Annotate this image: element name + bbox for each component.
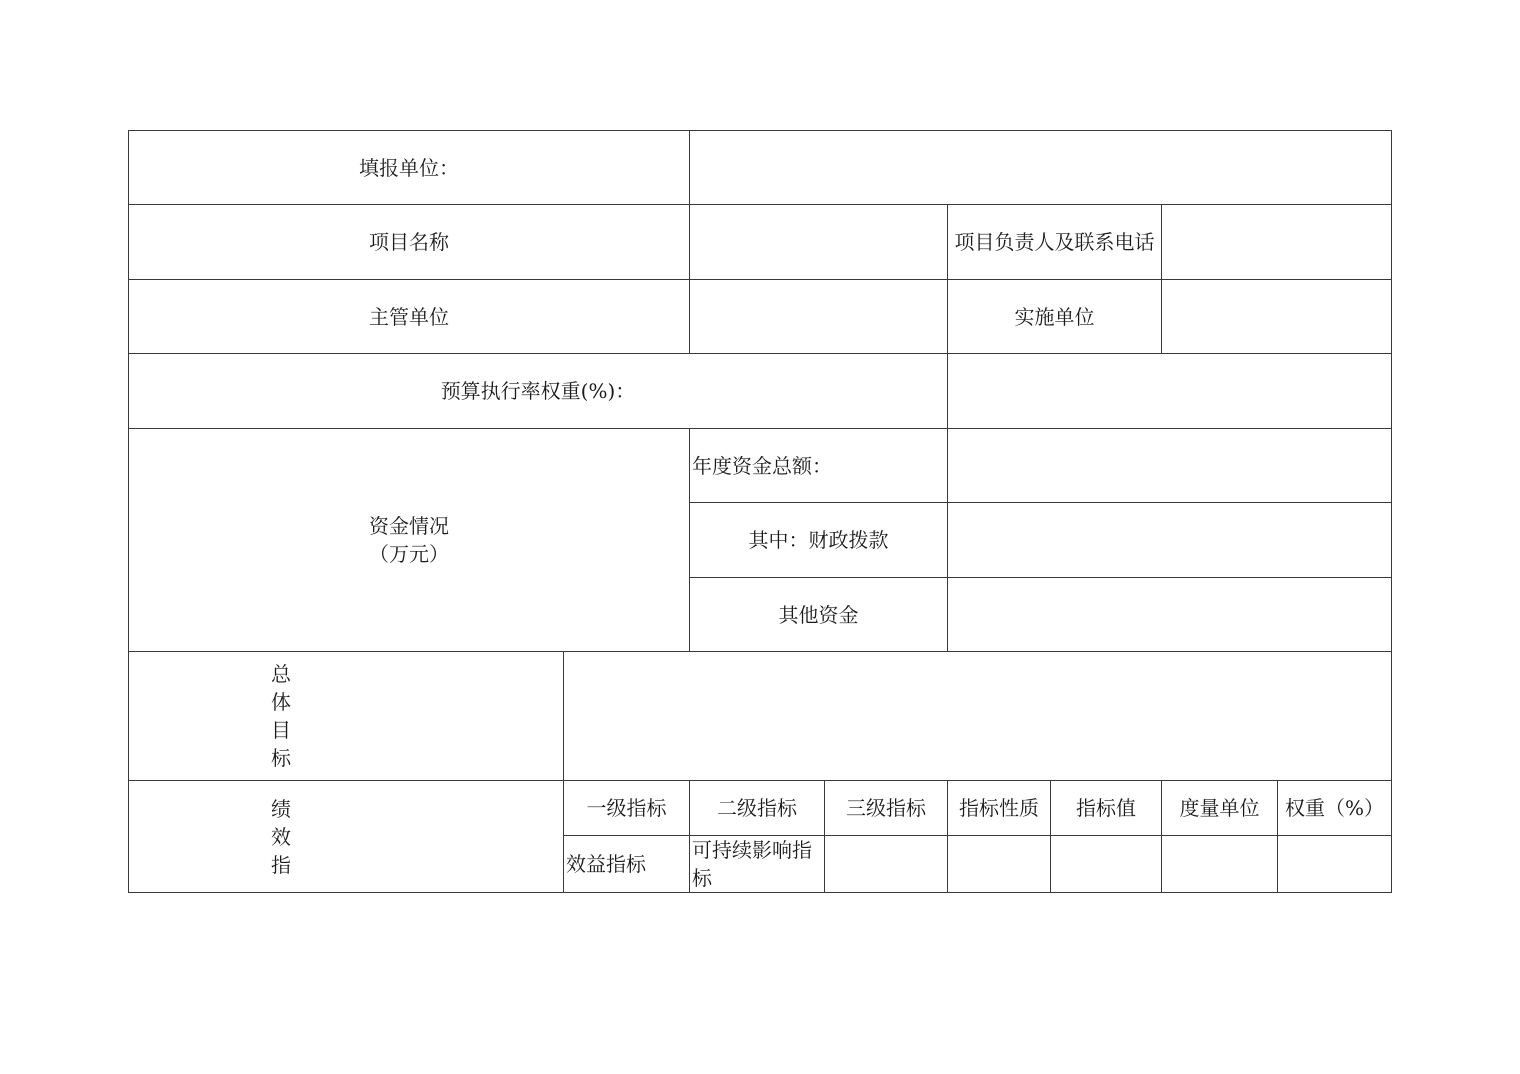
header-weight: 权重（%） <box>1278 781 1392 836</box>
cell-value[interactable] <box>1051 836 1162 893</box>
row-project-name <box>129 205 1392 280</box>
header-nature: 指标性质 <box>948 781 1051 836</box>
funds-label-cell <box>129 429 690 652</box>
other-funds-label: 其他资金 <box>690 578 948 652</box>
performance-label: 绩效指 <box>271 797 291 877</box>
fiscal-funds-field[interactable] <box>948 503 1392 578</box>
performance-goal-form <box>128 130 1392 893</box>
implementing-unit-label: 实施单位 <box>948 280 1162 354</box>
row-indicator-headers <box>129 781 1392 836</box>
cell-level3[interactable] <box>825 836 948 893</box>
project-contact-field[interactable] <box>1162 205 1392 280</box>
header-value: 指标值 <box>1051 781 1162 836</box>
reporting-unit-field[interactable] <box>690 131 1392 205</box>
supervising-unit-label: 主管单位 <box>129 280 690 354</box>
annual-funds-label: 年度资金总额： <box>690 429 948 503</box>
project-name-label: 项目名称 <box>129 205 690 280</box>
annual-funds-field[interactable] <box>948 429 1392 503</box>
overall-goal-label-cell <box>129 652 564 781</box>
fiscal-funds-label: 其中：财政拨款 <box>690 503 948 578</box>
other-funds-field[interactable] <box>948 578 1392 652</box>
cell-unit[interactable] <box>1162 836 1278 893</box>
budget-weight-field[interactable] <box>948 354 1392 429</box>
cell-level2[interactable]: 可持续影响指标 <box>690 836 825 893</box>
header-level1: 一级指标 <box>564 781 690 836</box>
funds-label: 资金情况 <box>369 514 449 538</box>
row-supervising-unit <box>129 280 1392 354</box>
project-contact-label: 项目负责人及联系电话 <box>948 205 1162 280</box>
funds-unit: （万元） <box>369 542 449 566</box>
cell-nature[interactable] <box>948 836 1051 893</box>
cell-weight[interactable] <box>1278 836 1392 893</box>
row-funds-annual <box>129 429 1392 503</box>
header-level2: 二级指标 <box>690 781 825 836</box>
overall-goal-label: 总体目标 <box>271 662 291 770</box>
header-level3: 三级指标 <box>825 781 948 836</box>
row-overall-goal <box>129 652 1392 781</box>
reporting-unit-label: 填报单位： <box>129 131 690 205</box>
row-reporting-unit <box>129 131 1392 205</box>
header-unit: 度量单位 <box>1162 781 1278 836</box>
supervising-unit-field[interactable] <box>690 280 948 354</box>
implementing-unit-field[interactable] <box>1162 280 1392 354</box>
project-name-field[interactable] <box>690 205 948 280</box>
row-budget-weight <box>129 354 1392 429</box>
budget-weight-label: 预算执行率权重(%)： <box>129 354 948 429</box>
cell-level1[interactable]: 效益指标 <box>564 836 690 893</box>
performance-label-cell <box>129 781 564 893</box>
overall-goal-field[interactable] <box>564 652 1392 781</box>
